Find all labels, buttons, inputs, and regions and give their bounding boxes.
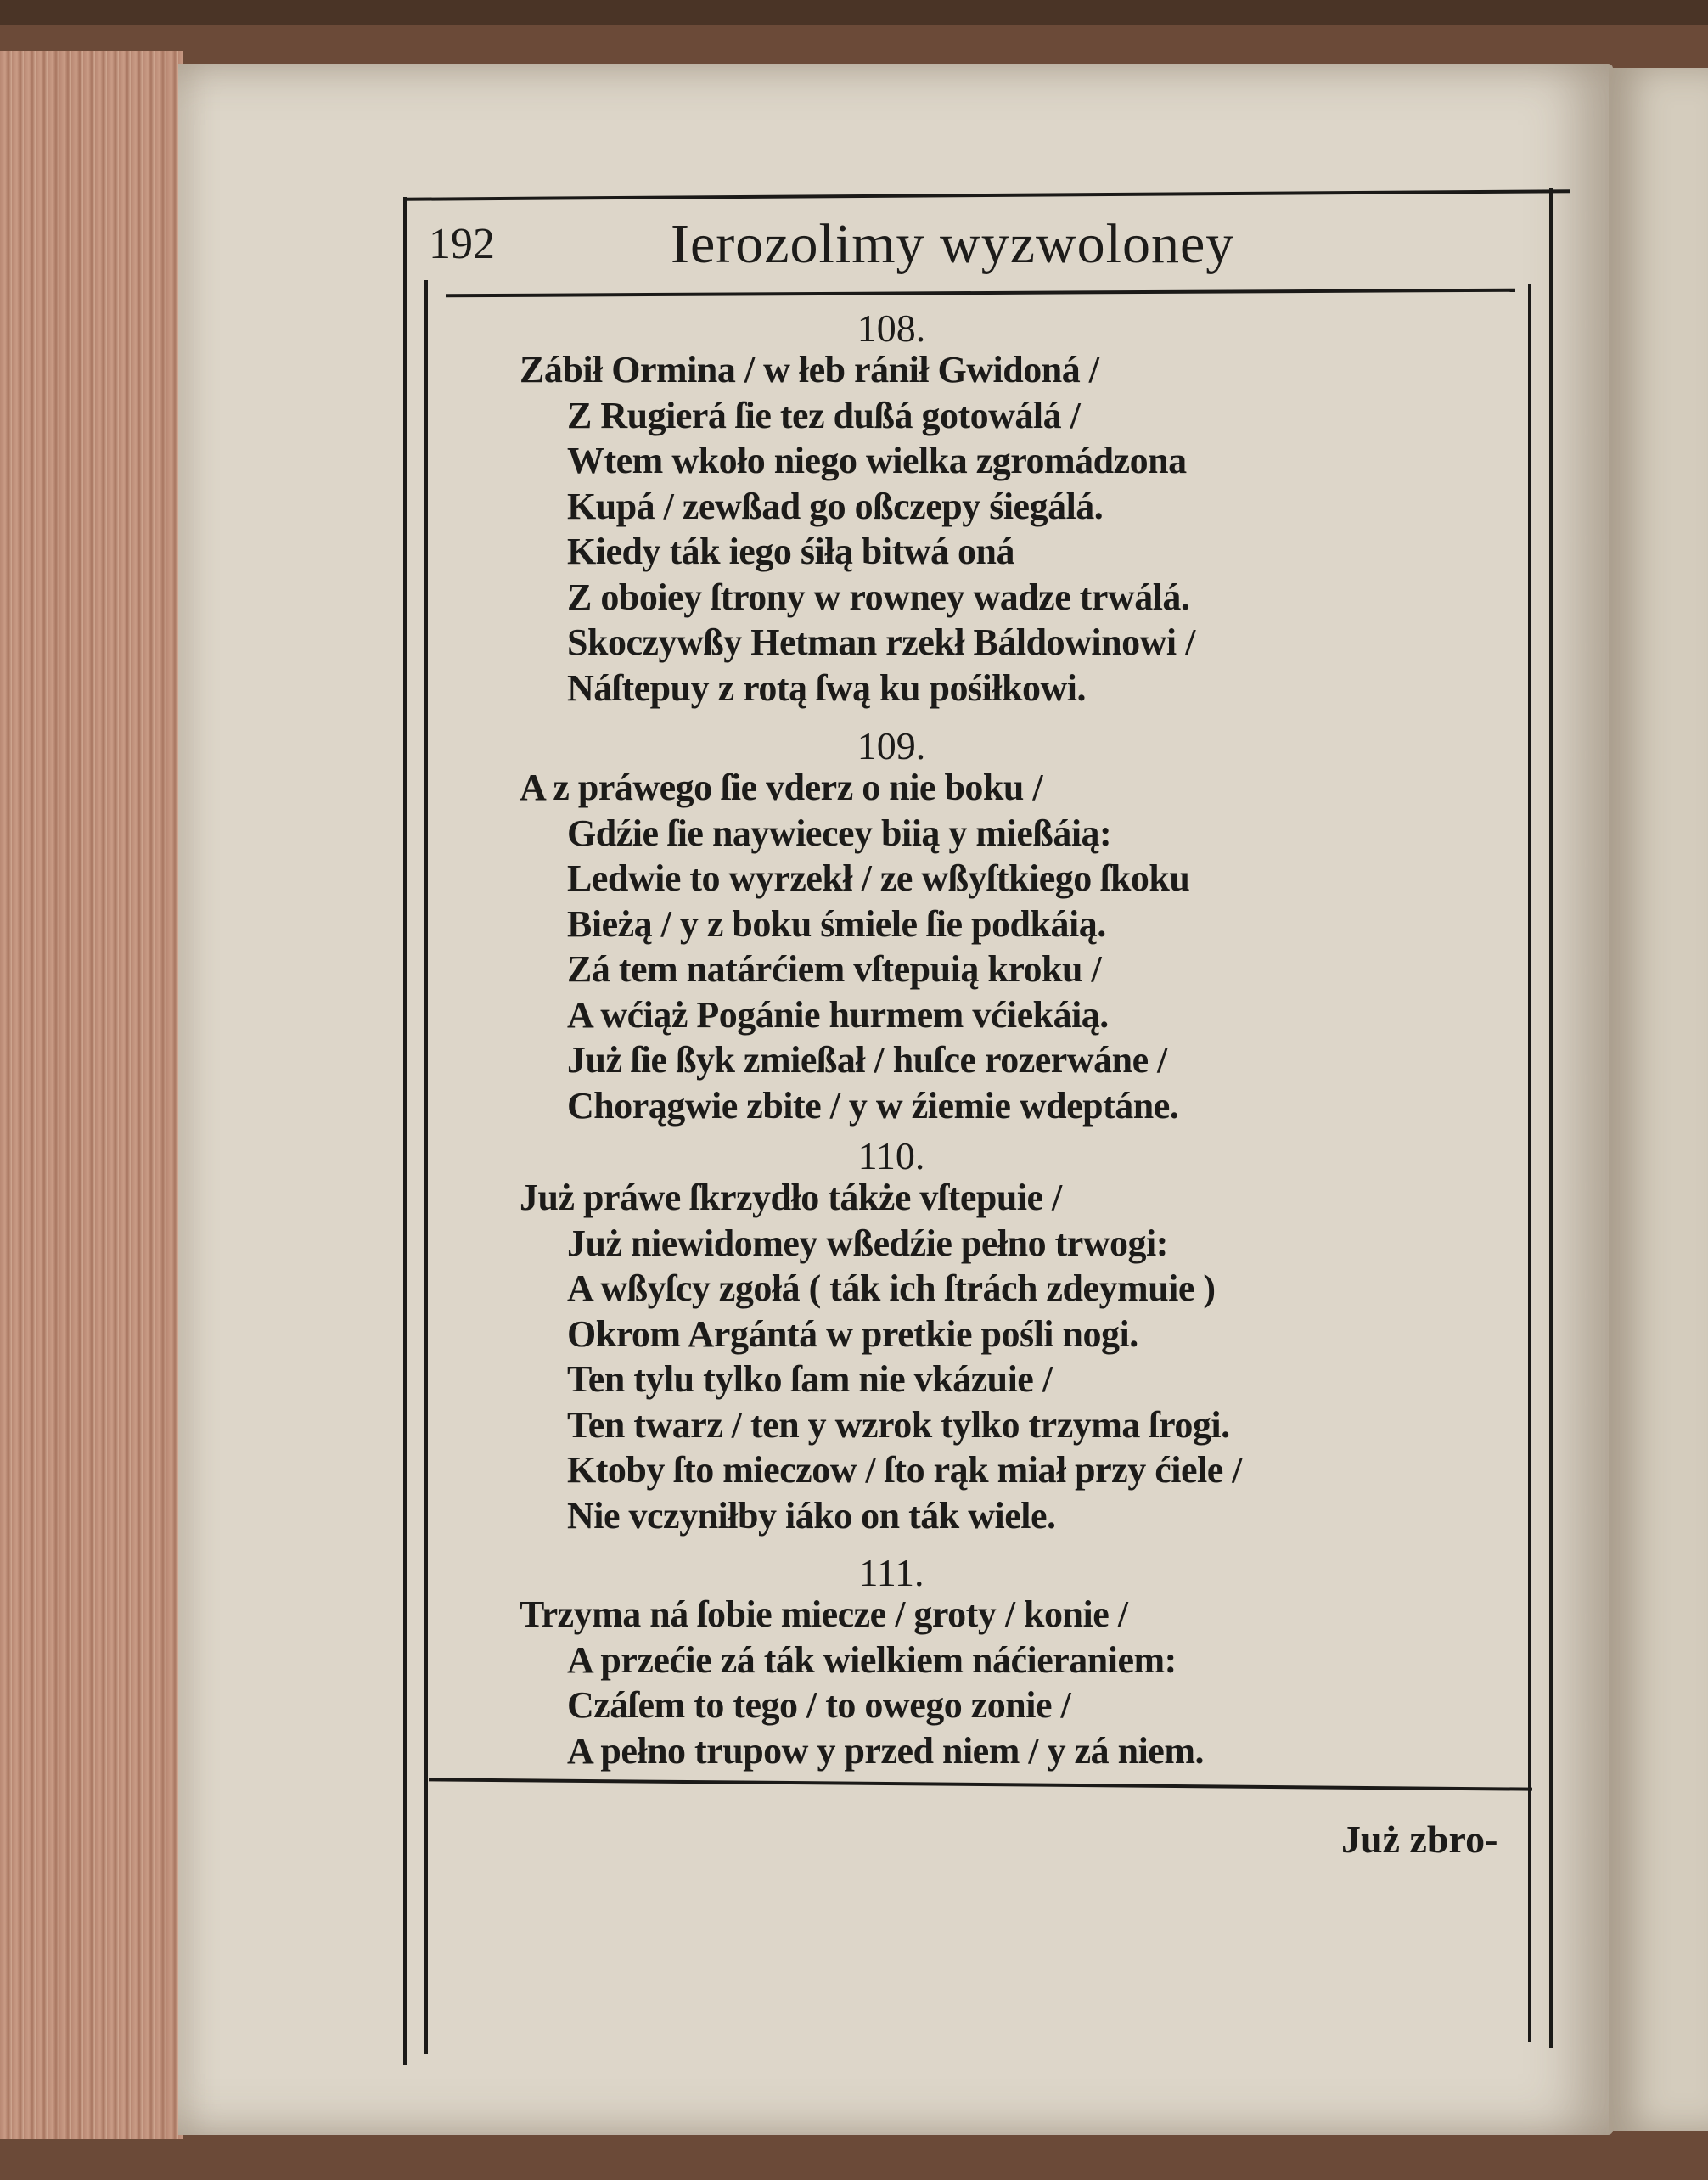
frame-left-inner [424, 280, 428, 2054]
verse-line: Czáſem to tego / to owego zonie / [567, 1684, 1071, 1726]
stanza-number: 108. [857, 306, 926, 350]
verse-line: Zábił Ormina / w łeb ránił Gwidoná / [520, 349, 1099, 390]
verse-line: Kiedy ták iego śiłą bitwá oná [567, 531, 1014, 572]
verse-line: A z práwego ſie vderz o nie boku / [520, 767, 1043, 808]
verse-line: Ktoby ſto mieczow / ſto rąk miał przy ćiele / [567, 1449, 1242, 1491]
stanza-number: 111. [858, 1551, 924, 1594]
verse-line: Gdźie ſie naywiecey biią y mießáią: [567, 812, 1112, 854]
verse-line: Ten twarz / ten y wzrok tylko trzyma ſrogi. [567, 1403, 1230, 1446]
page-edges [0, 51, 183, 2139]
verse-line: Okrom Argántá w pretkie pośli nogi. [567, 1312, 1138, 1355]
running-title: Ierozolimy wyzwoloney [671, 213, 1235, 275]
page-number: 192 [429, 220, 495, 268]
verse-line: Chorągwie zbite / y w źiemie wdeptáne. [567, 1084, 1179, 1127]
verse-line: A pełno trupow y przed niem / y zá niem. [567, 1729, 1204, 1772]
verse-line: Skoczywßy Hetman rzekł Báldowinowi / [567, 621, 1195, 663]
catchword: Już zbro- [1341, 1818, 1498, 1861]
verse-line: Już niewidomey wßedźie pełno trwogi: [567, 1222, 1168, 1264]
verse-line: Kupá / zewßad go oßczepy śiegálá. [567, 485, 1104, 527]
facing-page [1609, 68, 1708, 2131]
stanza-number: 109. [857, 724, 926, 767]
verse-line: Ledwie to wyrzekł / ze wßyſtkiego ſkoku [567, 857, 1190, 899]
verse-line: Z Rugierá ſie tez dußá gotowálá / [567, 394, 1081, 436]
verse-line: Już ſie ßyk zmießał / huſce rozerwáne / [567, 1039, 1167, 1081]
frame-right-outer [1549, 188, 1553, 2048]
verse-line: Ten tylu tylko ſam nie vkázuie / [567, 1358, 1053, 1400]
verse-line: Zá tem natárćiem vſtepuią kroku / [567, 948, 1102, 990]
frame-left-outer [403, 197, 407, 2065]
verse-line: A wćiąż Pogánie hurmem vćiekáią. [567, 993, 1109, 1036]
verse-line: A przećie zá ták wielkiem náćieraniem: [567, 1638, 1177, 1681]
verse-line: Już práwe ſkrzydło tákże vſtepuie / [520, 1177, 1062, 1218]
frame-right-inner [1528, 284, 1531, 2042]
verse-line: Z oboiey ſtrony w rowney wadze trwálá. [567, 576, 1190, 618]
verse-line: A wßyſcy zgołá ( ták ich ſtrách zdeymuie ) [567, 1267, 1216, 1309]
stanza-number: 110. [857, 1134, 925, 1177]
verse-line: Trzyma ná ſobie miecze / groty / konie / [520, 1593, 1128, 1635]
verse-line: Náſtepuy z rotą ſwą ku pośiłkowi. [567, 666, 1086, 709]
verse-line: Nie vczyniłby iáko on ták wiele. [567, 1494, 1056, 1537]
verse-line: Bieżą / y z boku śmiele ſie podkáią. [567, 902, 1106, 945]
verse-line: Wtem wkoło niego wielka zgromádzona [567, 440, 1187, 481]
